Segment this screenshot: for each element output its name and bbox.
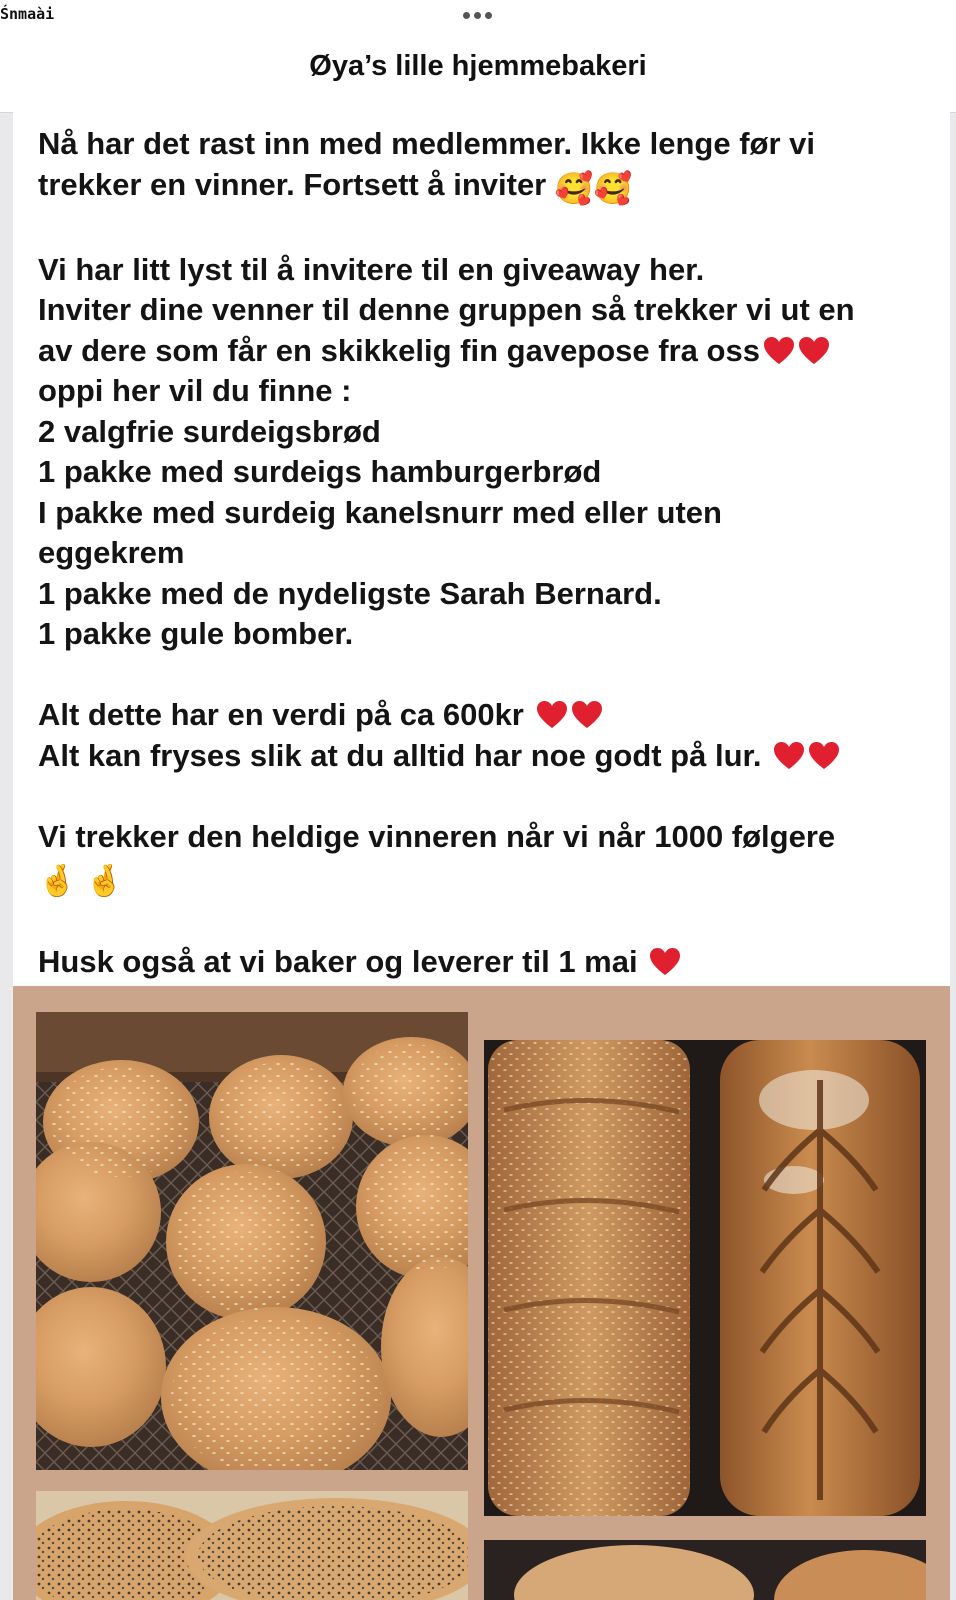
post-line: Alt kan fryses slik at du alltid har noe godt på lur.	[38, 737, 762, 773]
post-line: trekker en vinner. Fortsett å inviter	[38, 166, 547, 202]
post-line: Husk også at vi baker og leverer til 1 mai	[38, 944, 638, 979]
post-line: Vi trekker den heldige vinneren når vi når 1000 følgere	[38, 818, 836, 854]
post-line-with-emoji	[38, 736, 928, 777]
post-line: I pakke med surdeig kanelsnurr med eller uten	[38, 494, 722, 530]
smiling-face-hearts-icon: 🥰	[554, 170, 594, 206]
post-line-with-emoji	[38, 695, 928, 736]
post-line: 1 pakke med de nydeligste Sarah Bernard.	[38, 575, 662, 611]
post-line-with-emoji	[38, 942, 928, 983]
status-text: Śnmaài	[0, 5, 55, 23]
post-line-with-emoji	[38, 331, 928, 372]
post-line-emoji-only	[38, 857, 928, 902]
post-line-with-emoji	[38, 165, 928, 210]
red-heart-icon	[649, 947, 681, 977]
post-line: Nå har det rast inn med medlemmer. Ikke lenge før vi	[38, 126, 815, 161]
sourdough-loaves-photo[interactable]	[484, 1040, 926, 1516]
more-options-icon[interactable]	[463, 9, 499, 21]
poppyseed-rolls-photo[interactable]	[36, 1491, 468, 1600]
red-heart-icon	[773, 741, 805, 771]
post-text	[38, 124, 928, 983]
top-bar	[0, 0, 956, 113]
smiling-face-hearts-icon: 🥰	[593, 170, 633, 206]
sesame-burger-buns-photo[interactable]	[36, 1012, 468, 1470]
post-line: eggekrem	[38, 535, 185, 570]
post-line: Inviter dine venner til denne gruppen så trekker vi ut en	[38, 292, 855, 327]
post-line: 2 valgfrie surdeigsbrød	[38, 413, 381, 449]
post-line: 1 pakke gule bomber.	[38, 616, 354, 651]
post-line: 1 pakke med surdeigs hamburgerbrød	[38, 454, 602, 489]
post-line: Vi har litt lyst til å invitere til en giveaway her.	[38, 251, 705, 287]
crossed-fingers-icon: 🤞	[85, 863, 124, 898]
post-line: av dere som får en skikkelig fin gavepose fra oss	[38, 332, 760, 368]
bread-detail-photo[interactable]	[484, 1540, 926, 1600]
red-heart-icon	[536, 700, 568, 730]
red-heart-icon	[808, 741, 840, 771]
crossed-fingers-icon: 🤞	[38, 863, 77, 898]
red-heart-icon	[798, 336, 830, 366]
page-title[interactable]: Øya’s lille hjemmebakeri	[309, 50, 647, 82]
red-heart-icon	[571, 700, 603, 730]
red-heart-icon	[763, 336, 795, 366]
post-line: oppi her vil du finne :	[38, 373, 352, 408]
photo-collage[interactable]	[13, 986, 950, 1600]
post-line: Alt dette har en verdi på ca 600kr	[38, 697, 524, 732]
